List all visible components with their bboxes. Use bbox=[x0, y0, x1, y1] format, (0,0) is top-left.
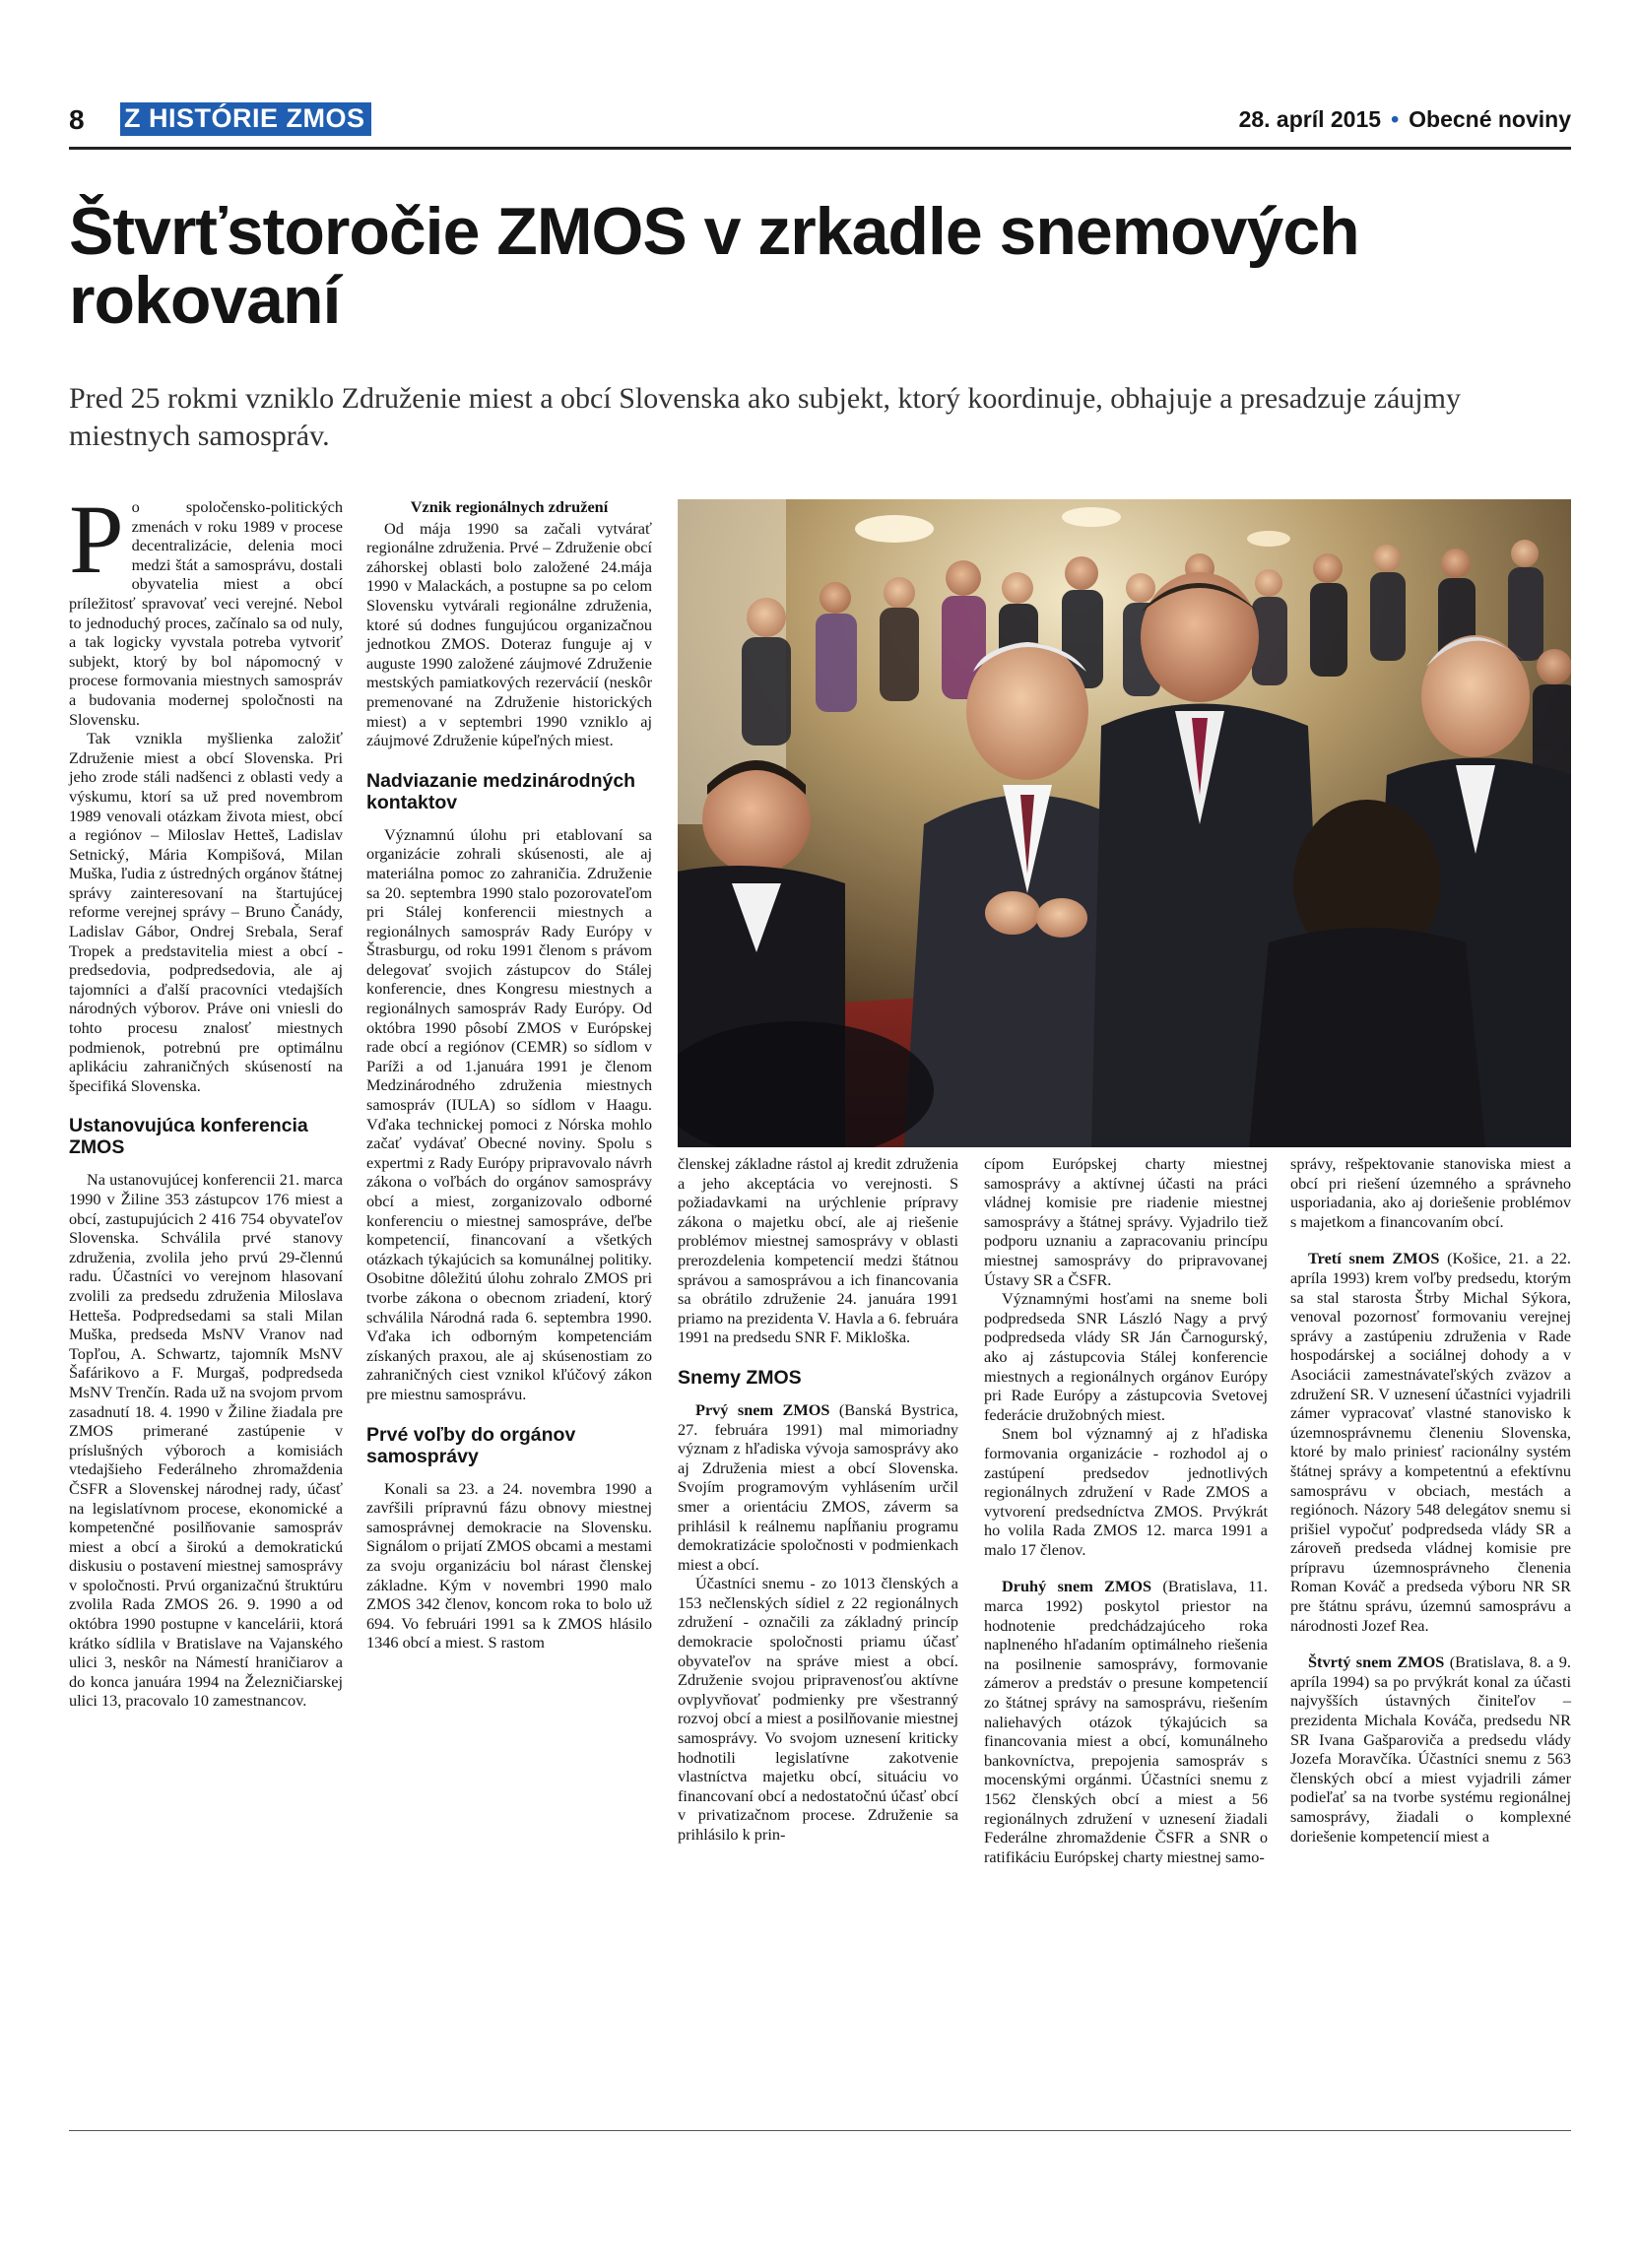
subheading: Vznik regionálnych združení bbox=[410, 497, 609, 516]
section-heading: Ustanovujúca konferencia ZMOS bbox=[69, 1115, 308, 1159]
article-column-3 bbox=[678, 1154, 958, 1845]
paragraph: cípom Európskej charty miestnej samosprávy a aktívnej účasti na práci vládnej komisie pre riadenie miestnej samosprávy a štátnej správy. Vyjadrilo tiež podporu uznaniu a zapracovaniu princípu miestnej samosprávy do pripravovanej Ústavy SR a ČSFR. bbox=[984, 1154, 1268, 1289]
page-header bbox=[69, 98, 1571, 148]
separator-bullet: • bbox=[1391, 106, 1400, 132]
spacer bbox=[984, 1559, 1268, 1577]
paragraph: Konali sa 23. a 24. novembra 1990 a zavŕšili prípravnú fázu obnovy miestnej samosprávnej demokracie na Slovensku. Signálom o prijatí ZMOS obcami a mestami za svoju organizáciu bol nárast členskej základne. Kým v novembri 1990 malo ZMOS 342 členov, koncom roka to bolo už 694. Vo februári 1991 sa k ZMOS hlásilo 1346 obcí a miest. S rastom bbox=[366, 1478, 652, 1652]
paragraph: Účastníci snemu - zo 1013 členských a 153 nečlenských sídiel z 22 regionálnych združení - označili za základný princíp demokracie spoločnosti priamu účasť obyvateľov na správe miest a obcí. Združenie svojou pripravenosťou aktívne ovplyvňovať podmienky pre všestranný rozvoj obcí a miest a posilňovanie miestnej samosprávy. Vo svojom uznesení kriticky hodnotili legislatívne zakotvenie vlastníctva majetku obcí, situáciu vo financovaní obcí a nedostatočnú účasť obcí v privatizačnom procese. Združenie sa prihlásilo k prin- bbox=[678, 1574, 958, 1844]
paragraph-text: (Bratislava, 11. marca 1992) poskytol priestor na hodnotenie predchádzajúceho roka naplneného hľadaním optimálneho riešenia na posilnenie samosprávy, formovanie zámerov a predstáv o presune kompetencií zo štátnej správy na samosprávu, riešením naliehavých otázok týkajúcich sa financovania miest a obcí, komunálneho bankovníctva, prepojenia samospráv s mocenskými orgánmi. Účastníci snemu z 1562 členských obcí a miest a 56 regionálnych združení v uznesení žiadali Federálne zhromaždenie ČSFR a SNR o ratifikáciu Európskej charty miestnej samo- bbox=[984, 1577, 1268, 1866]
paragraph-text: (Bratislava, 8. a 9. apríla 1994) sa po prvýkrát konal za účasti najvyšších ústavných činiteľov – prezidenta Michala Kováča, predsedu NR SR Ivana Gašparoviča a predsedu vlády Jozefa Moravčíka. Účastníci snemu z 563 členských obcí a miest vyjadrili zámer podieľať sa na tvorbe systému regionálnej samosprávy, žiadali o komplexné doriešenie kompetencií miest a bbox=[1290, 1652, 1572, 1846]
article-column-4 bbox=[984, 1154, 1268, 1866]
reception-photo bbox=[678, 499, 1571, 1147]
article-column-1 bbox=[69, 485, 343, 1711]
publication-name: Obecné noviny bbox=[1409, 106, 1571, 132]
paragraph-lead-in: Druhý snem ZMOS bbox=[1002, 1577, 1152, 1596]
paragraph: Významnými hosťami na sneme boli podpredseda SNR László Nagy a prvý podpredseda vlády SR Ján Čarnogurský, ako aj zástupcovia Stálej konferencie miestnych a regionálnych orgánov Európy pri Rade Európy a zástupcovia Svetovej federácie družobných miest. bbox=[984, 1289, 1268, 1424]
paragraph: Od mája 1990 sa začali vytvárať regionálne združenia. Prvé – Združenie obcí záhorskej oblasti bolo založené 24.mája 1990 v Malackách, a postupne sa po celom Slovensku vytvárali regionálne združenia, ktoré sú dodnes fungujúcou organizačnou jednotkou ZMOS. Doteraz funguje aj v auguste 1990 založené záujmové Združenie mestských pamiatkových rezervácií (neskôr premenované na Združenie historických miest) a v septembri 1990 vzniklo aj záujmové Združenie kúpeľných miest. bbox=[366, 518, 652, 750]
footer-rule bbox=[69, 2130, 1571, 2131]
paragraph bbox=[984, 1577, 1268, 1866]
issue-date: 28. apríl 2015 bbox=[1238, 106, 1382, 132]
paragraph-text: (Banská Bystrica, 27. februára 1991) mal mimoriadny význam z hľadiska vývoja samosprávy ako aj Združenia miest a obcí Slovenska. Svojím programovým vyhlásením určil smer a orientáciu ZMOS, záverm sa prihlásil k reálnemu napĺňaniu programu demokratizácie spoločnosti v podmienkach miest a obcí. bbox=[678, 1399, 958, 1574]
paragraph bbox=[69, 485, 343, 729]
section-heading: Snemy ZMOS bbox=[678, 1366, 802, 1389]
paragraph: Významnú úlohu pri etablovaní sa organizácie zohrali skúsenosti, ale aj materiálna pomoc zo zahraničia. Združenie sa 20. septembra 1990 stalo pozorovateľom pri Stálej konferencii miestnych a regionálnych samospráv Rady Európy v Štrasburgu, od roku 1991 členom s právom delegovať svojich zástupcov do Stálej konferencie, dnes Kongresu miestnych a regionálnych samospráv Rady Európy. Od októbra 1990 pôsobí ZMOS v Európskej rade obcí a regiónov (CEMR) so sídlom v Paríži a od 1.januára 1991 je členom Medzinárodného združenia miestnych samospráv (IULA) so sídlom v Haagu. Vďaka technickej pomoci z Nórska mohlo začať vydávať Obecné noviny. Spolu s expertmi z Rady Európy pripravovalo návrh zákona o voľbách do orgánov samosprávy obcí a miest, zorganizovalo odborné konferenciu o miestnej samospráve, deľbe kompetencií, financovaní a všetkých otázkach týkajúcich sa komunálnej politiky. Osobitne dôležitú úlohu zohralo ZMOS pri tvorbe zákona o obecnom zriadení, ktorý schválila Národná rada 6. septembra 1990. Vďaka ich odborným kompetenciám získaných praxou, ale aj skúsenostiam zo zahraničných ciest vznikol kľúčový zákon pre miestnu samosprávu. bbox=[366, 824, 652, 1403]
article-column-2 bbox=[366, 497, 652, 1652]
section-heading: Prvé voľby do orgánov samosprávy bbox=[366, 1423, 576, 1467]
paragraph: správy, rešpektovanie stanoviska miest a obcí pri riešení územného a správneho usporiadania, ako aj doriešenie problémov s majetkom a financovaním obcí. bbox=[1290, 1154, 1571, 1231]
article-title: Štvrťstoročie ZMOS v zrkadle snemových rokovaní bbox=[69, 194, 1359, 338]
page-number: 8 bbox=[69, 104, 85, 135]
section-heading: Nadviazanie medzinárodných kontaktov bbox=[366, 769, 636, 813]
drop-cap: P bbox=[69, 485, 124, 594]
paragraph bbox=[678, 1400, 958, 1574]
issue-info bbox=[1239, 106, 1571, 133]
article-column-5 bbox=[1290, 1154, 1571, 1846]
paragraph-text: o spoločensko-politických zmenách v roku 1989 v procese decentralizácie, delenia moci medzi štát a samosprávu, dostali obyvatelia miest a obcí príležitosť spravovať veci verejné. Nebol to jednoduchý proces, začínalo sa od nuly, a tak logicky vyvstala potreba vytvoriť subjekt, ktorý by bol nápomocný v procese formovania miestnych samospráv a budovania modernej spoločnosti na Slovensku. bbox=[69, 497, 343, 729]
paragraph-text: (Košice, 21. a 22. apríla 1993) krem voľby predsedu, ktorým sa stal starosta Štrby Michal Sýkora, venoval pozornosť formovaniu verejnej správy a zastúpeniu združenia v Rade hospodárskej a sociálnej dohody a v Asociácii zamestnávateľských zväzov a združení SR. V uznesení účastníci vyjadrili zámer vypracovať vlastné stanovisko k územnosprávnemu členeniu Slovenska, ktoré by malo priniesť racionálny systém štátnej správy a kompetentnú a efektívnu samosprávu v obciach, mestách a regiónoch. Názory 548 delegátov snemu si prišiel vypočuť podpredseda vlády SR a zároveň predseda vládnej komisie pre prípravu územnosprávneho členenia Roman Kováč a predseda výboru NR SR pre štátnu správu, územnú samosprávu a národnosti Jozef Rea. bbox=[1290, 1249, 1571, 1635]
paragraph-lead-in: Prvý snem ZMOS bbox=[695, 1399, 830, 1419]
article-lead: Pred 25 rokmi vzniklo Združenie miest a obcí Slovenska ako subjekt, ktorý koordinuje, obhajuje a presadzuje záujmy miestnych samospráv. bbox=[69, 382, 1461, 452]
paragraph: Na ustanovujúcej konferencii 21. marca 1990 v Žiline 353 zástupcov 176 miest a obcí, zastupujúcich 2 416 754 obyvateľov Slovenska. Schválila prvé stanovy združenia, zvolila jeho prvú 29-člennú radu. Účastníci vo verejnom hlasovaní zvolili za predsedu združenia Miloslava Hetteša. Podpredsedami sa stali Milan Muška, predseda MsNV Vranov nad Topľou, A. Schwartz, tajomník MsNV Šafárikovo a F. Murgaš, podpredseda MsNV Trenčín. Rada už na svojom prvom zasadnutí 18. 4. 1990 v Žiline žiadala pre ZMOS primerané zastúpenie v príslušných výboroch a komisiách vtedajšieho Federálneho zhromaždenia ČSFR a Slovenskej národnej rady, účasť na legislatívnom procese, ekonomické a kompetenčné posilňovanie samospráv miest a obcí a širokú a demokratickú diskusiu o postavení miestnej samosprávy v spoločnosti. Prvú organizačnú štruktúru zvolila Rada ZMOS 26. 9. 1990 a od októbra 1990 postupne v kancelárii, ktorá krátko sídlila v Bratislave na Vajanského ulici 3, neskôr na Námestí hraničiarov a do konca januára 1994 na Železničiarskej ulici 13, pracovalo 10 zamestnancov. bbox=[69, 1170, 343, 1711]
paragraph: Tak vznikla myšlienka založiť Združenie miest a obcí Slovenska. Pri jeho zrode stáli nadšenci z oblasti vedy a výskumu, ktorí sa už pred novembrom 1989 venovali otázkam života miest, obcí a regiónov – Miloslav Hetteš, Ladislav Setnický, Mária Kompišová, Milan Muška, ľudia z ústredných orgánov štátnej správy zainteresovaní na štartujúcej reforme verejnej správy – Bruno Čanády, Ladislav Gábor, Ondrej Srebala, Seraf Tropek a predstavitelia miest a obcí - predsedovia, podpredsedovia, ale aj tajomníci a ďalší pracovníci vtedajších národných výborov. Práve oni vniesli do tohto procesu znalosť miestnych podmienok, potrebnú pre optimálnu aplikáciu zahraničných skúseností na špecifiká Slovenska. bbox=[69, 729, 343, 1095]
paragraph bbox=[1290, 1652, 1571, 1846]
paragraph: Snem bol významný aj z hľadiska formovania organizácie - rozhodol aj o zastúpení predsedov jednotlivých regionálnych združení v Rade ZMOS a vytvorení predsedníctva ZMOS. Prvýkrát ho volila Rada ZMOS 12. marca 1991 a malo 17 členov. bbox=[984, 1424, 1268, 1559]
paragraph-lead-in: Tretí snem ZMOS bbox=[1308, 1249, 1440, 1268]
paragraph: členskej základne rástol aj kredit združenia a jeho akceptácia vo verejnosti. S požiadavkami na urýchlenie prípravy zákona o majetku obcí, ale aj riešenie problémov miestnej samosprávy v oblasti prerozdelenia kompetencií medzi štátnou správou a samosprávou a ich financovania sa obrátilo združenie 24. januára 1991 priamo na prezidenta V. Havla a 6. februára 1991 na predsedu SNR F. Mikloška. bbox=[678, 1154, 958, 1347]
header-rule bbox=[69, 147, 1571, 150]
spacer bbox=[1290, 1231, 1571, 1249]
section-label: Z HISTÓRIE ZMOS bbox=[120, 102, 371, 136]
paragraph-lead-in: Štvrtý snem ZMOS bbox=[1308, 1652, 1445, 1672]
paragraph bbox=[1290, 1249, 1571, 1635]
spacer bbox=[1290, 1635, 1571, 1652]
